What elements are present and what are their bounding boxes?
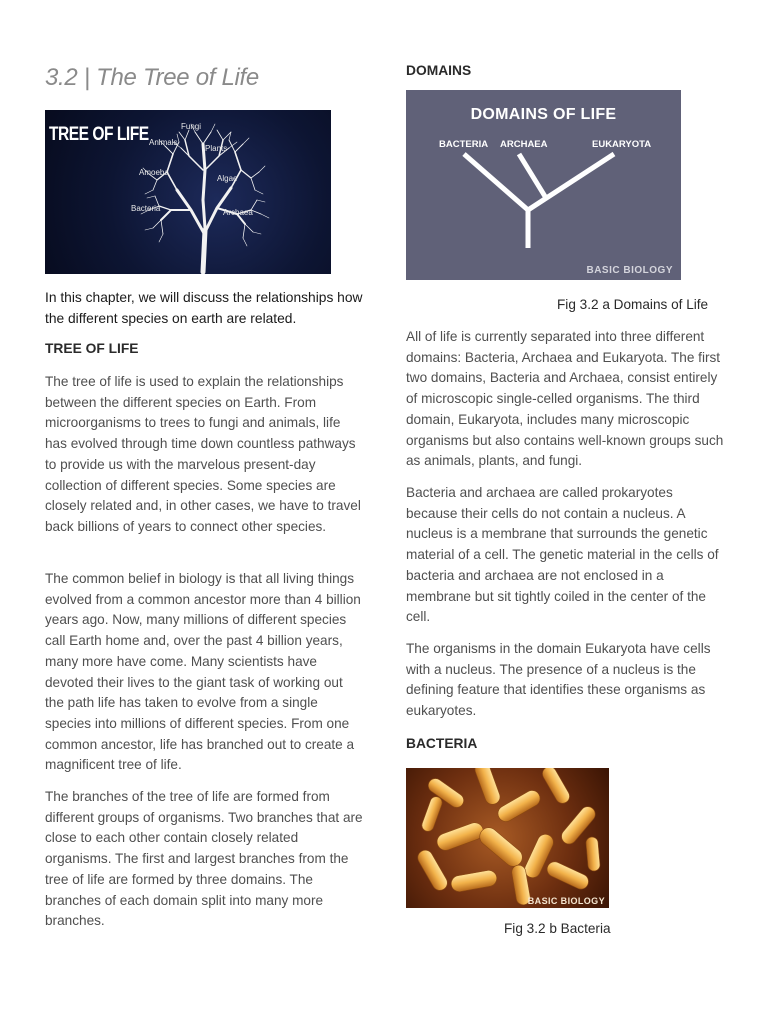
domains-paragraph-3: The organisms in the domain Eukaryota have cells with a nucleus. The presence of a nucleus is the defining feature that identifies these organisms as eukaryotes.: [406, 641, 711, 719]
bacteria-image: [406, 768, 609, 908]
tree-label-fungi: Fungi: [181, 122, 202, 131]
tree-label-plants: Plants: [205, 144, 228, 153]
domains-branch-diagram: [406, 90, 681, 280]
fig-caption-domains: Fig 3.2 a Domains of Life: [557, 297, 709, 312]
domains-paragraph-2: Bacteria and archaea are called prokaryotes because their cells do not contain a nucleus. A nucleus is a membrane that surrounds the genetic material of a cell. The genetic material in the cells of bacteria and archaea are not enclosed in a membrane but sit tightly coiled in the center of the cell.: [406, 485, 719, 625]
domains-of-life-image: [406, 90, 681, 280]
tree-paragraph-2: The common belief in biology is that all living things evolved from a common ancestor more than 4 billion years ago. Now, many millions of different species call Earth home and, over the past 4 billion years, many more have come. Many scientists have devoted their lives to the giant task of working out the path life has taken to evolve from a single species into millions of different species. From one common ancestor, life has branched out to create a magnificent tree of life.: [45, 571, 361, 773]
domains-paragraph-1: All of life is currently separated into three different domains: Bacteria, Archaea and Eukaryota. The first two domains, Bacteria and Archaea, consist entirely of microscopic single-celled organisms. The third domain, Eukaryota, includes many microscopic organisms but also contains well-known groups such as animals, plants, and fungi.: [406, 329, 724, 469]
tree-label-animals: Animals: [149, 138, 178, 147]
tree-of-life-image: [45, 110, 331, 274]
heading-domains: DOMAINS: [406, 63, 472, 78]
domains-label-bacteria: BACTERIA: [439, 139, 489, 150]
domains-image-brand: BASIC BIOLOGY: [586, 265, 673, 276]
chapter-title: 3.2 | The Tree of Life: [45, 64, 259, 91]
chapter-intro: In this chapter, we will discuss the relationships how the different species on earth are related.: [45, 290, 363, 326]
bacteria-illustration: [406, 768, 609, 908]
heading-tree-of-life: TREE OF LIFE: [45, 341, 139, 356]
tree-paragraph-3: The branches of the tree of life are formed from different groups of organisms. Two branches that are close to each other contain closely related organisms. The first and largest branches from the tree of life are formed by three domains. The branches of each domain split into many more branches.: [45, 789, 363, 929]
fig-caption-bacteria: Fig 3.2 b Bacteria: [504, 921, 611, 936]
domains-label-archaea: ARCHAEA: [500, 139, 548, 150]
tree-label-bacteria: Bacteria: [131, 204, 161, 213]
tree-image-heading: TREE OF LIFE: [49, 124, 149, 145]
tree-label-algae: Algae: [217, 174, 238, 183]
tree-illustration: [45, 110, 331, 274]
domains-label-eukaryota: EUKARYOTA: [592, 139, 652, 150]
bacteria-image-brand: BASIC BIOLOGY: [527, 896, 605, 906]
domains-image-title: DOMAINS OF LIFE: [470, 106, 617, 123]
tree-paragraph-1: The tree of life is used to explain the relationships between the different species on Earth. From microorganisms to trees to fungi and animals, life has evolved through time down countless pathways to provide us with the marvelous present-day collection of different species. Some species are closely related and, in other cases, we have to travel back billions of years to connect other species.: [45, 374, 361, 534]
tree-label-amoeba: Amoeba: [139, 168, 169, 177]
heading-bacteria: BACTERIA: [406, 736, 478, 751]
tree-label-archaea: Archaea: [223, 208, 253, 217]
